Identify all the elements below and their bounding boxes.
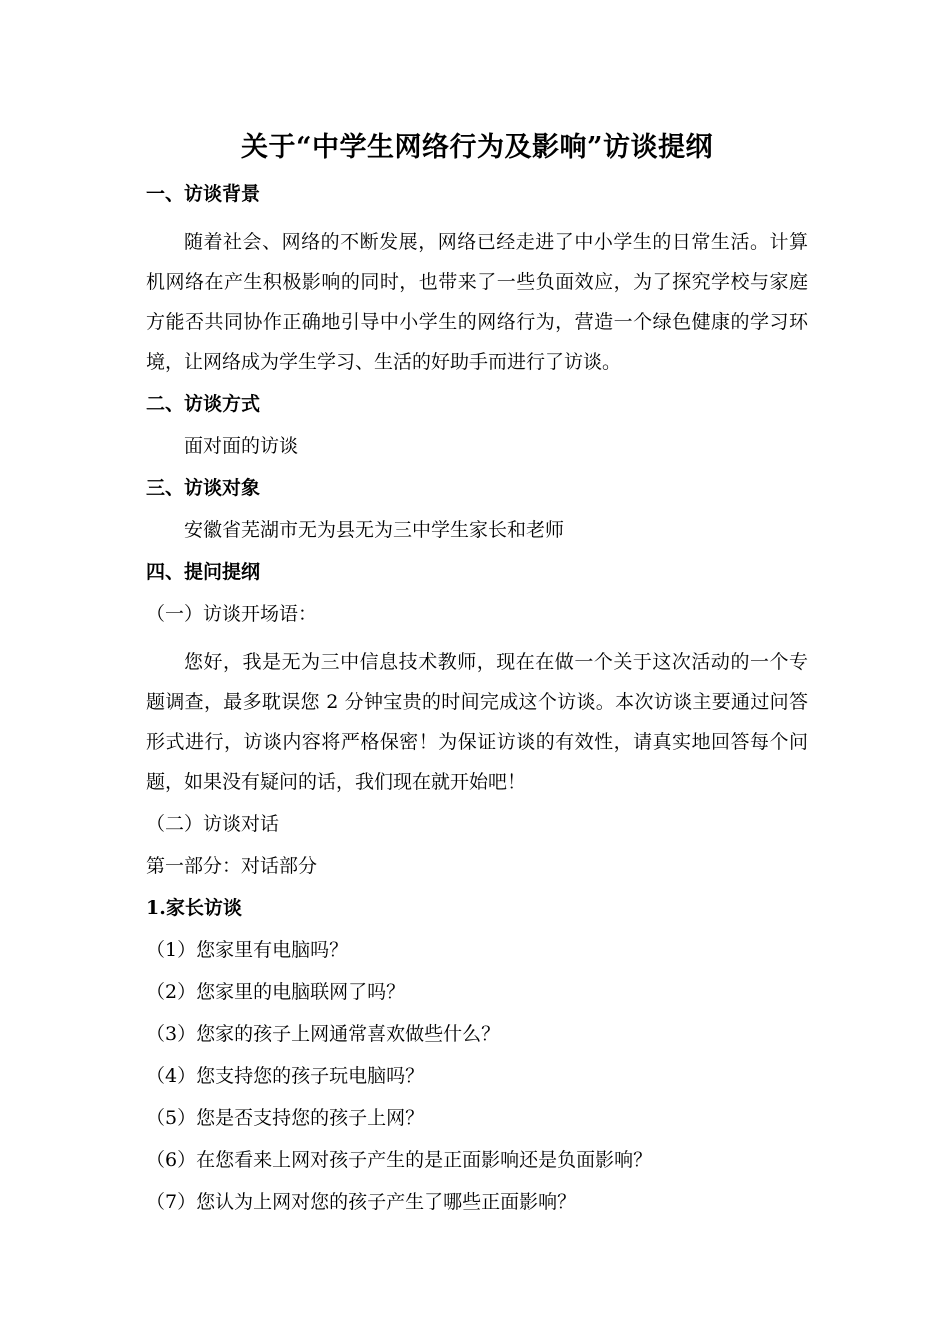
parent-interview-heading: 1.家长访谈	[146, 897, 242, 919]
section-heading-method: 二、访谈方式	[146, 393, 261, 415]
question-item: （3）您家的孩子上网通常喜欢做些什么？	[146, 1023, 501, 1045]
question-item: （6）在您看来上网对孩子产生的是正面影响还是负面影响？	[146, 1149, 653, 1171]
section-heading-background: 一、访谈背景	[146, 183, 261, 205]
dialogue-label: （二）访谈对话	[146, 813, 280, 835]
document-title: 关于“中学生网络行为及影响”访谈提纲	[240, 132, 714, 163]
part-label: 第一部分：对话部分	[146, 855, 318, 877]
section-heading-outline: 四、提问提纲	[146, 561, 261, 583]
subjects-text: 安徽省芜湖市无为县无为三中学生家长和老师	[184, 519, 565, 541]
question-item: （2）您家里的电脑联网了吗？	[146, 981, 406, 1003]
question-item: （7）您认为上网对您的孩子产生了哪些正面影响？	[146, 1191, 577, 1213]
opening-paragraph: 您好，我是无为三中信息技术教师，现在在做一个关于这次活动的一个专题调查，最多耽误您 2 分钟宝贵的时间完成这个访谈。本次访谈主要通过问答形式进行，访谈内容将严格保密！为保证访谈的有效性，请真实地回答每个问题，如果没有疑问的话，我们现在就开始吧！	[146, 651, 808, 793]
method-text: 面对面的访谈	[184, 435, 299, 457]
question-item: （1）您家里有电脑吗？	[146, 939, 349, 961]
document-page	[146, 128, 808, 1230]
background-paragraph: 随着社会、网络的不断发展，网络已经走进了中小学生的日常生活。计算机网络在产生积极影响的同时，也带来了一些负面效应，为了探究学校与家庭方能否共同协作正确地引导中小学生的网络行为，营造一个绿色健康的学习环境，让网络成为学生学习、生活的好助手而进行了访谈。	[146, 231, 808, 373]
opening-label: （一）访谈开场语：	[146, 603, 318, 625]
question-item: （4）您支持您的孩子玩电脑吗？	[146, 1065, 425, 1087]
section-heading-subjects: 三、访谈对象	[146, 477, 261, 499]
question-item: （5）您是否支持您的孩子上网？	[146, 1107, 425, 1129]
